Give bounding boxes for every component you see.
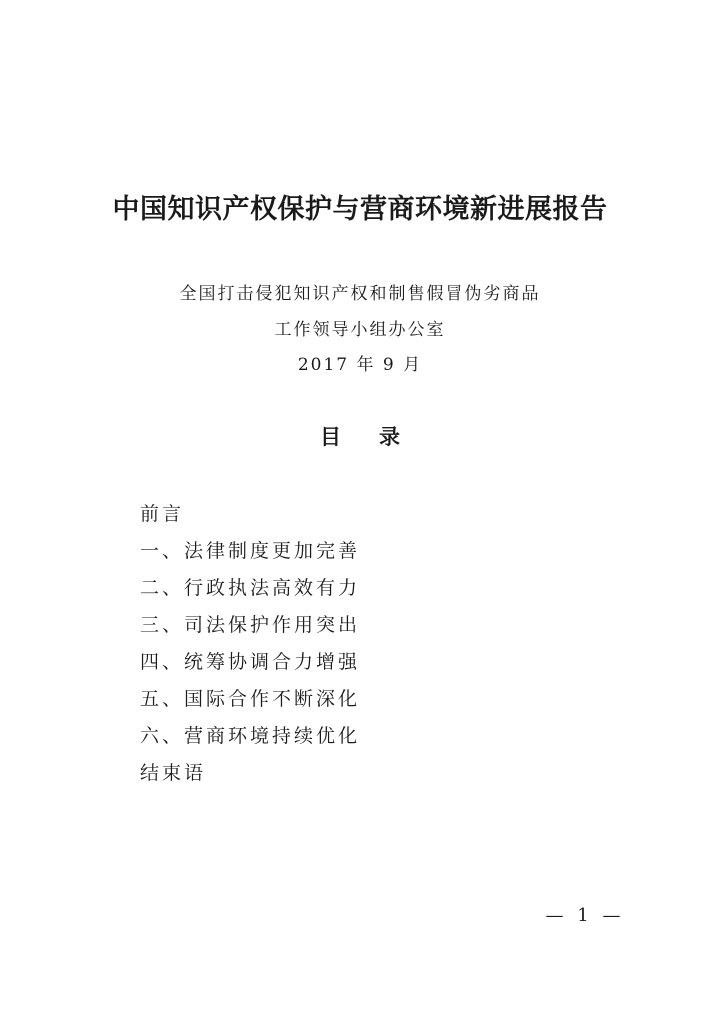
toc-item-4: 四、统筹协调合力增强 (140, 651, 361, 673)
toc-item-2: 二、行政执法高效有力 (140, 577, 361, 599)
toc-heading (0, 422, 720, 452)
report-title: 中国知识产权保护与营商环境新进展报告 (112, 194, 608, 225)
toc-item-5: 五、国际合作不断深化 (140, 688, 361, 710)
toc-item-conclusion: 结束语 (140, 762, 207, 784)
toc-item-preface: 前言 (140, 503, 185, 525)
report-date: 2017 年 9 月 (297, 355, 423, 375)
toc-item-1: 一、法律制度更加完善 (140, 540, 361, 562)
issuer-line-1: 全国打击侵犯知识产权和制售假冒伪劣商品 (179, 284, 541, 304)
toc-list (140, 496, 360, 792)
toc-heading-char-2: 录 (379, 424, 400, 449)
issuer-line-2: 工作领导小组办公室 (274, 320, 446, 340)
toc-item-3: 三、司法保护作用突出 (140, 614, 361, 636)
toc-item-6: 六、营商环境持续优化 (140, 725, 361, 747)
toc-heading-char-1: 目 (320, 424, 341, 449)
page-number: — 1 — (545, 905, 625, 926)
